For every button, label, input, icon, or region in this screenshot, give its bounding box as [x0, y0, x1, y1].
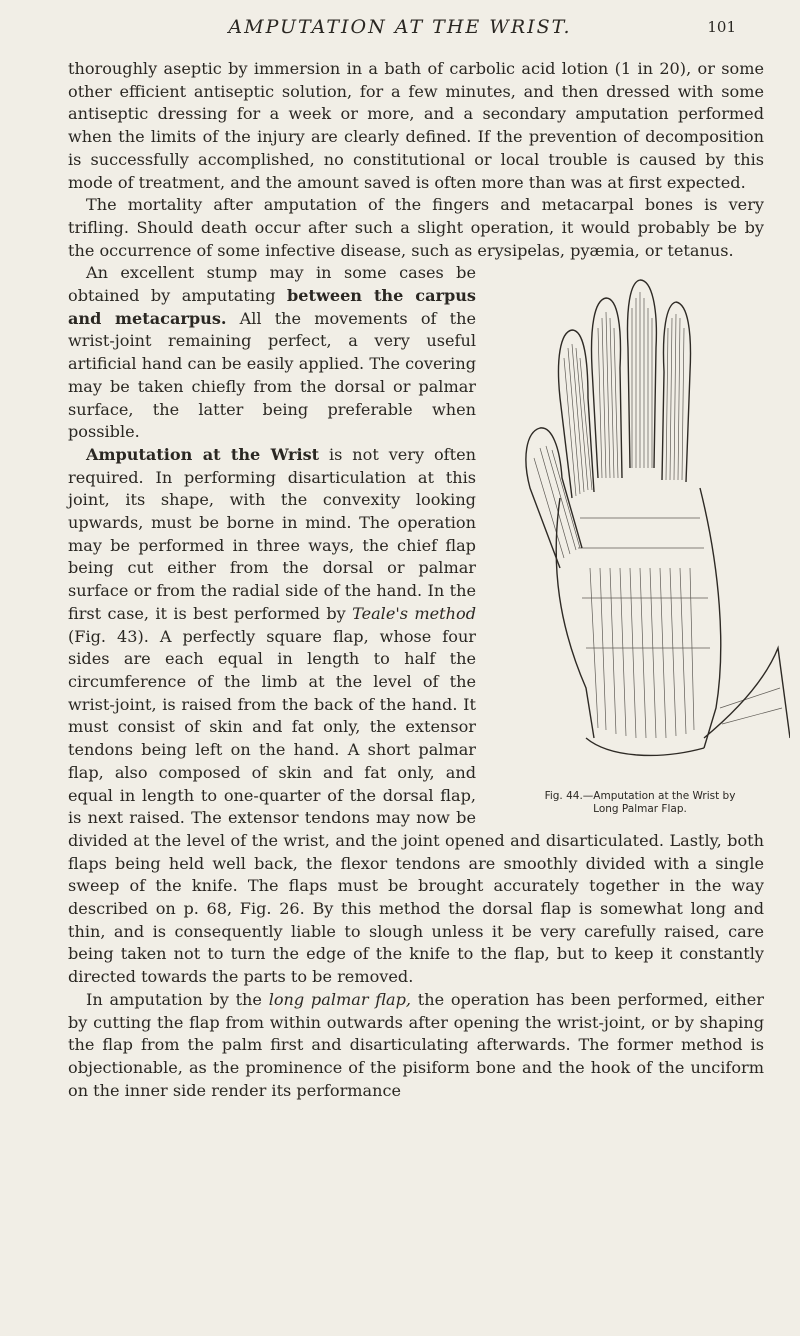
paragraph-5-italic-term: long palmar flap,: [268, 989, 412, 1009]
figure-caption-line-2: Long Palmar Flap.: [593, 803, 687, 816]
paragraph-1: thoroughly aseptic by immersion in a bath of carbolic acid lotion (1 in 20), or some other efficient antiseptic solution, for a few minutes, and then dressed with some antiseptic dressing for a week or more, and a secondary amputation performed when the limits of the injury are clearly defined. If the prevention of decomposition is successfully accomplished, no constitutional or local trouble is caused by this mode of treatment, and the amount saved is often more than was at first expected.: [68, 59, 764, 192]
page-number: 101: [707, 18, 736, 36]
paragraph-3-text-a: An excellent stump may in some cases be obtained by amputating: [68, 263, 476, 306]
running-title: AMPUTATION AT THE WRIST.: [228, 16, 572, 38]
paragraph-2-text: The mortality after amputation of the fingers and metacarpal bones is very trifling. Should death occur after such a slight operation, it would probably be by the occurrence of some infective disease, such as erysipelas, pyæmia, or tetanus.: [68, 195, 764, 260]
paragraph-3-text-b: All the movements of the wrist-joint remaining perfect, a very useful artificial hand can be easily applied. The covering may be taken chiefly from the dorsal or palmar surface, the latter being preferable when possible.: [68, 308, 476, 442]
paragraph-4-heading: Amputation at the Wrist: [86, 444, 320, 464]
paragraph-4-text-a: is not very often required. In performing disarticulation at this joint, its shape, with the convexity looking upwards, must be borne in mind. The operation may be performed in three ways, the chief flap being cut either from the dorsal or palmar surface or from the radial side of the hand. In the first case, it is best performed by: [68, 444, 476, 623]
paragraph-5: [68, 989, 764, 1103]
paragraph-5-text-a: In amputation by the: [86, 989, 269, 1009]
figure-caption-line-1: Fig. 44.—Amputation at the Wrist by: [544, 790, 736, 803]
figure-caption: [490, 790, 790, 816]
wrist-amputation-illustration: [490, 268, 790, 783]
page-header: [0, 6, 800, 50]
body-text: [68, 58, 764, 1102]
figure-44: [490, 268, 790, 818]
paragraph-2: [68, 194, 764, 262]
paragraph-3-bold-term: between the carpus and metacarpus.: [68, 286, 476, 328]
paragraph-4-italic-term: Teale's method: [352, 603, 477, 623]
paragraph-5-text-b: the operation has been performed, either by cutting the flap from within outwards after opening the wrist-joint, or by shaping the flap from the palm first and disarticulating afterwards. The former method is objectionable, as the prominence of the pisiform bone and the hook of the unciform on the inner side render its performance: [68, 989, 764, 1100]
paragraph-4-text-b: (Fig. 43). A perfectly square flap, whose four sides are each equal in length to half the circumference of the limb at the level of the wrist-joint, is raised from the back of the hand. It must consist of skin and fat only, the extensor tendons being left on the hand. A short palmar flap, also composed of skin and fat only, and equal in length to one-quarter of the dorsal flap, is next raised. The extensor tendons may now be divided at the level of the wrist, and the joint opened and disarticulated. Lastly, both flaps being held well back, the flexor tendons are smoothly divided with a single sweep of the knife. The flaps must be brought accurately together in the way described on p. 68, Fig. 26. By this method the dorsal flap is somewhat long and thin, and is consequently liable to slough unless it be very carefully raised, care being taken not to turn the edge of the knife to the flap, but to keep it constantly directed towards the parts to be removed.: [68, 626, 764, 987]
